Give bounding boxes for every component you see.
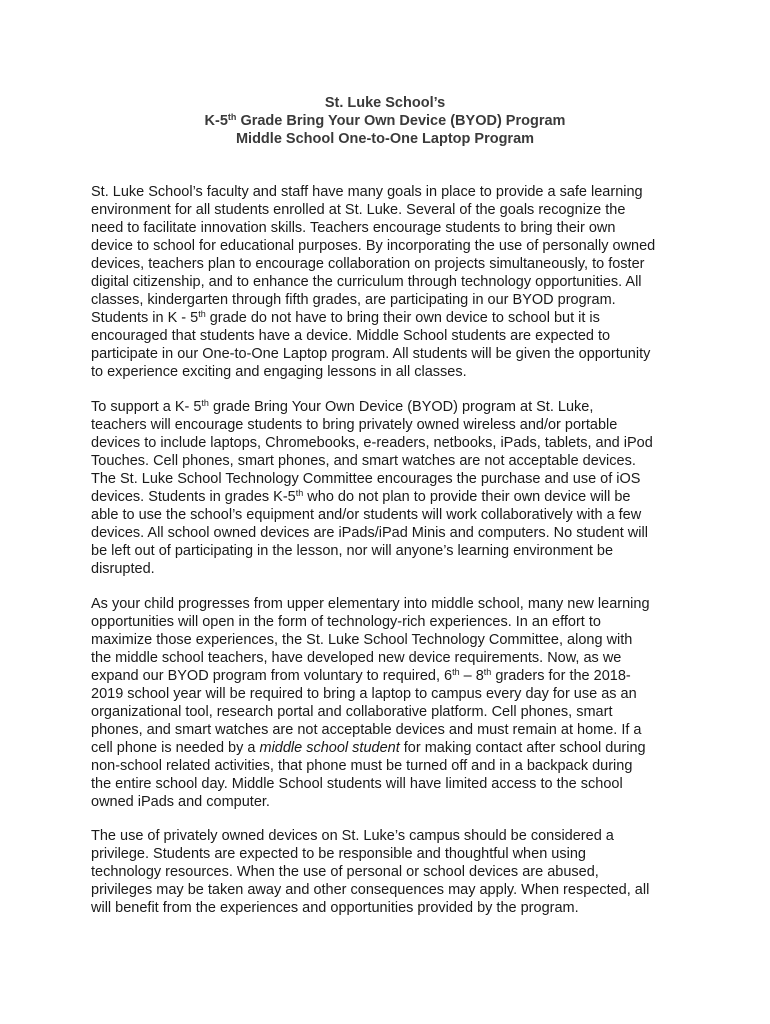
text-line: the middle school teachers, have developed new device requirements. Now, as we (91, 650, 622, 666)
text-line: environment for all students enrolled at St. Luke. Several of the goals recognize the (91, 202, 626, 218)
text-line: the entire school day. Middle School students will have limited access to the school (91, 776, 623, 792)
text-line: participate in our One-to-One Laptop program. All students will be given the opportunity (91, 346, 651, 362)
text-line: teachers will encourage students to bring privately owned wireless and/or portable (91, 417, 618, 433)
text-line: 2019 school year will be required to bring a laptop to campus every day for use as an (91, 686, 637, 702)
text-line: digital citizenship, and to enhance the curriculum through technology opportunities. All (91, 274, 642, 290)
text-line: owned iPads and computer. (91, 794, 270, 810)
text-line: non-school related activities, that phone must be turned off and in a backpack during (91, 758, 633, 774)
paragraph-privilege (91, 827, 691, 917)
text-line: To support a K- 5th grade Bring Your Own Device (BYOD) program at St. Luke, (91, 398, 594, 415)
text-line: phones, and smart watches are not acceptable devices and must remain at home. If a (91, 722, 642, 738)
text-line: organizational tool, research portal and collaborative platform. Cell phones, smart (91, 704, 613, 720)
text-line: devices to include laptops, Chromebooks, e-readers, netbooks, iPads, tablets, and iPod (91, 435, 653, 451)
text-line: will benefit from the experiences and opportunities provided by the program. (91, 900, 579, 916)
text-line: to experience exciting and engaging lessons in all classes. (91, 364, 467, 380)
text-line: The St. Luke School Technology Committee encourages the purchase and use of iOS (91, 471, 641, 487)
text-line: devices, teachers plan to encourage collaboration on projects simultaneously, to foster (91, 256, 645, 272)
text-line: privilege. Students are expected to be responsible and thoughtful when using (91, 846, 586, 862)
text-line: be left out of participating in the lesson, nor will anyone’s learning environment be (91, 543, 614, 559)
text-line: devices. All school owned devices are iPads/iPad Minis and computers. No student will (91, 525, 648, 541)
text-line: St. Luke School’s faculty and staff have many goals in place to provide a safe learning (91, 184, 643, 200)
text-line: The use of privately owned devices on St. Luke’s campus should be considered a (91, 828, 614, 844)
text-line: devices. Students in grades K-5th who do not plan to provide their own device will be (91, 488, 631, 505)
text-line: Touches. Cell phones, smart phones, and smart watches are not acceptable devices. (91, 453, 636, 469)
text-line: maximize those experiences, the St. Luke School Technology Committee, along with (91, 632, 633, 648)
document-header (0, 94, 770, 148)
emphasis-middle-school-student: middle school student (259, 740, 400, 756)
text-line: disrupted. (91, 561, 155, 577)
paragraph-middle-school (91, 595, 691, 811)
school-name-heading: St. Luke School’s (324, 95, 446, 111)
laptop-program-heading: Middle School One-to-One Laptop Program (235, 131, 535, 147)
text-line: encouraged that students have a device. Middle School students are expected to (91, 328, 611, 344)
text-line: able to use the school’s equipment and/or students will work collaboratively with a few (91, 507, 642, 523)
text-line: need to facilitate innovation skills. Teachers encourage students to bring their own (91, 220, 616, 236)
text-line: As your child progresses from upper elementary into middle school, many new learning (91, 596, 650, 612)
paragraph-byod-support (91, 398, 691, 578)
text-line: device to school for educational purposes. By incorporating the use of personally owned (91, 238, 656, 254)
text-line: technology resources. When the use of personal or school devices are abused, (91, 864, 599, 880)
text-line: classes, kindergarten through fifth grades, are participating in our BYOD program. (91, 292, 616, 308)
text-line: expand our BYOD program from voluntary to required, 6th – 8th graders for the 2018- (91, 667, 631, 684)
byod-program-heading: K-5th Grade Bring Your Own Device (BYOD) Program (204, 112, 566, 129)
paragraph-goals (91, 183, 691, 381)
text-line: Students in K - 5th grade do not have to bring their own device to school but it is (91, 309, 600, 326)
text-line: opportunities will open in the form of technology-rich experiences. In an effort to (91, 614, 601, 630)
text-line: privileges may be taken away and other consequences may apply. When respected, all (91, 882, 650, 898)
text-line: cell phone is needed by a middle school student for making contact after school during (91, 740, 646, 756)
